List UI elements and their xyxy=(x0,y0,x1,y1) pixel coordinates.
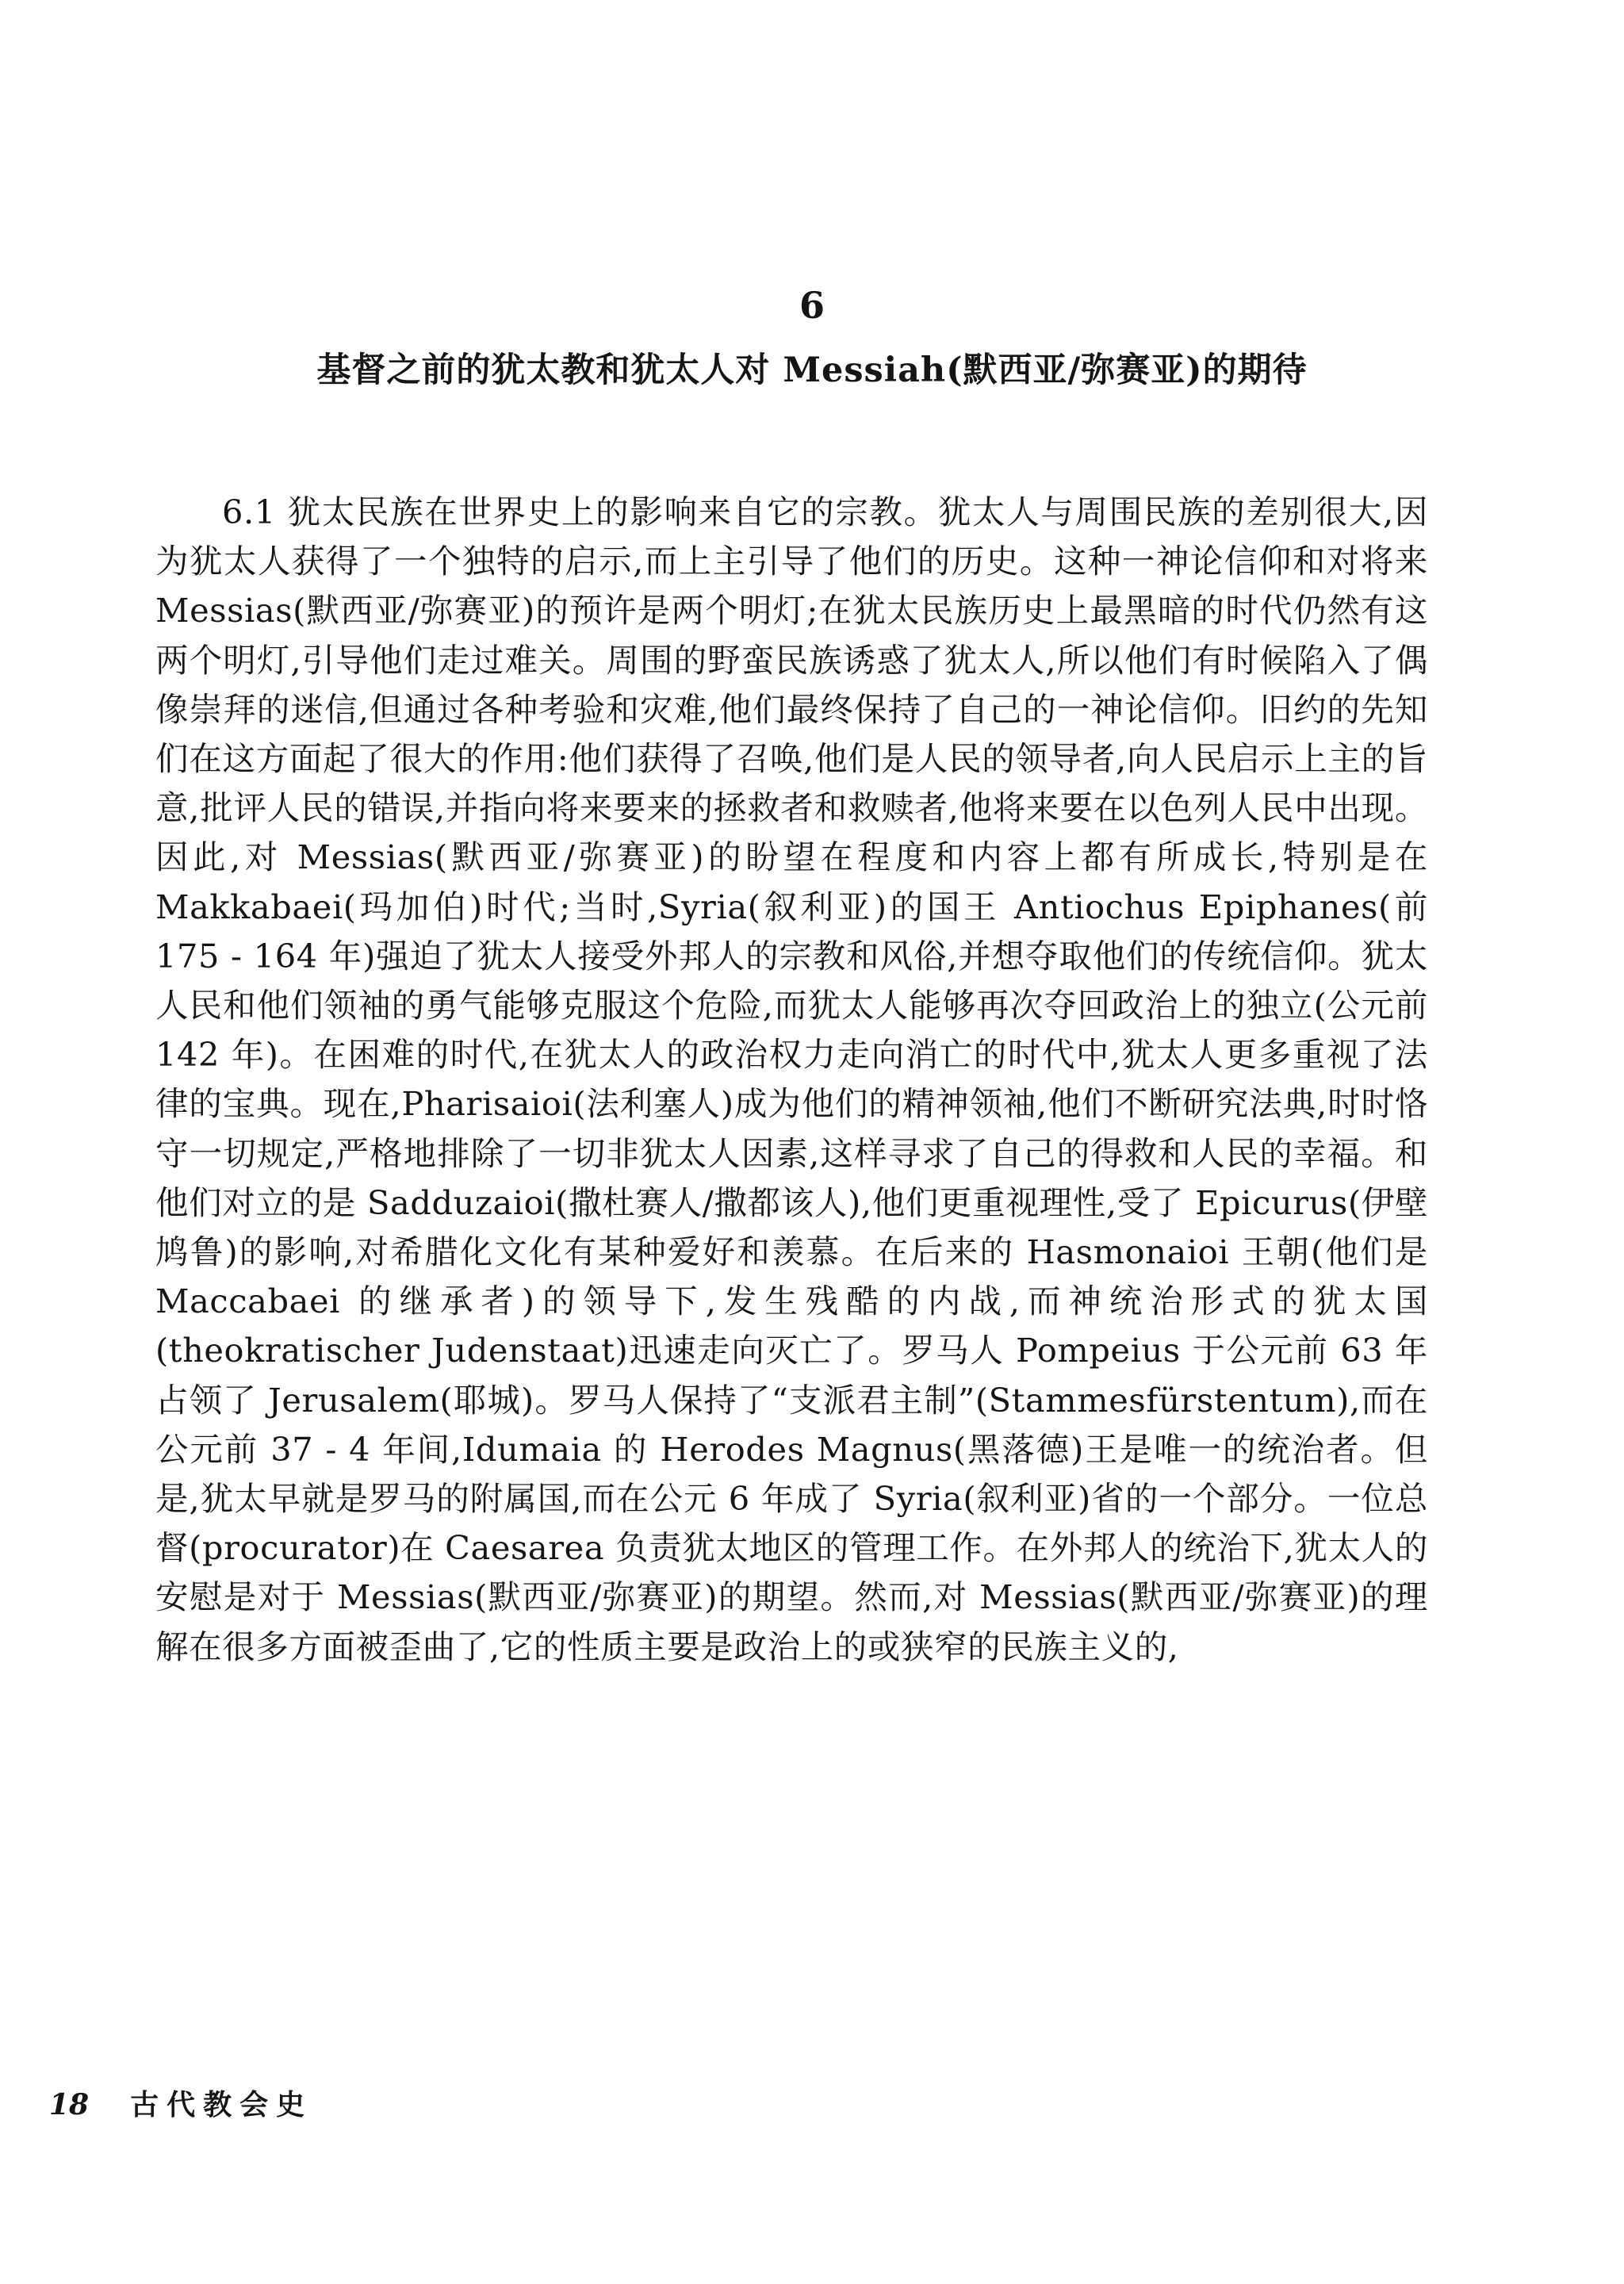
running-book-title: 古代教会史 xyxy=(130,2088,313,2121)
chapter-title: 基督之前的犹太教和犹太人对 Messiah(默西亚/弥赛亚)的期待 xyxy=(316,351,1308,390)
page-number: 18 xyxy=(49,2088,90,2121)
chapter-number: 6 xyxy=(799,284,825,327)
body-paragraph: 6.1 犹太民族在世界史上的影响来自它的宗教。犹太人与周围民族的差别很大,因为犹太人获得了一个独特的启示,而上主引导了他们的历史。这种一神论信仰和对将来 Messias(默西亚/弥赛亚)的预许是两个明灯;在犹太民族历史上最黑暗的时代仍然有这两个明灯,引导他们走过难关。周围的野蛮民族诱惑了犹太人,所以他们有时候陷入了偶像崇拜的迷信,但通过各种考验和灾难,他们最终保持了自己的一神论信仰。旧约的先知们在这方面起了很大的作用:他们获得了召唤,他们是人民的领导者,向人民启示上主的旨意,批评人民的错误,并指向将来要来的拯救者和救赎者,他将来要在以色列人民中出现。因此,对 Messias(默西亚/弥赛亚)的盼望在程度和内容上都有所成长,特别是在 Makkabaei(玛加伯)时代;当时,Syria(叙利亚)的国王 Antiochus Epiphanes(前 175 - 164 年)强迫了犹太人接受外邦人的宗教和风俗,并想夺取他们的传统信仰。犹太人民和他们领袖的勇气能够克服这个危险,而犹太人能够再次夺回政治上的独立(公元前 142 年)。在困难的时代,在犹太人的政治权力走向消亡的时代中,犹太人更多重视了法律的宝典。现在,Pharisaioi(法利塞人)成为他们的精神领袖,他们不断研究法典,时时恪守一切规定,严格地排除了一切非犹太人因素,这样寻求了自己的得救和人民的幸福。和他们对立的是 Sadduzaioi(撒杜赛人/撒都该人),他们更重视理性,受了 Epicurus(伊壁鸠鲁)的影响,对希腊化文化有某种爱好和羡慕。在后来的 Hasmonaioi 王朝(他们是 Maccabaei 的继承者)的领导下,发生残酷的内战,而神统治形式的犹太国(theokratischer Judenstaat)迅速走向灭亡了。罗马人 Pompeius 于公元前 63 年占领了 Jerusalem(耶城)。罗马人保持了“支派君主制”(Stammesfürstentum),而在公元前 37 - 4 年间,Idumaia 的 Herodes Magnus(黑落德)王是唯一的统治者。但是,犹太早就是罗马的附属国,而在公元 6 年成了 Syria(叙利亚)省的一个部分。一位总督(procurator)在 Caesarea 负责犹太地区的管理工作。在外邦人的统治下,犹太人的安慰是对于 Messias(默西亚/弥赛亚)的期望。然而,对 Messias(默西亚/弥赛亚)的理解在很多方面被歪曲了,它的性质主要是政治上的或狭窄的民族主义的, xyxy=(155,492,1428,1666)
page-footer xyxy=(49,2085,312,2125)
